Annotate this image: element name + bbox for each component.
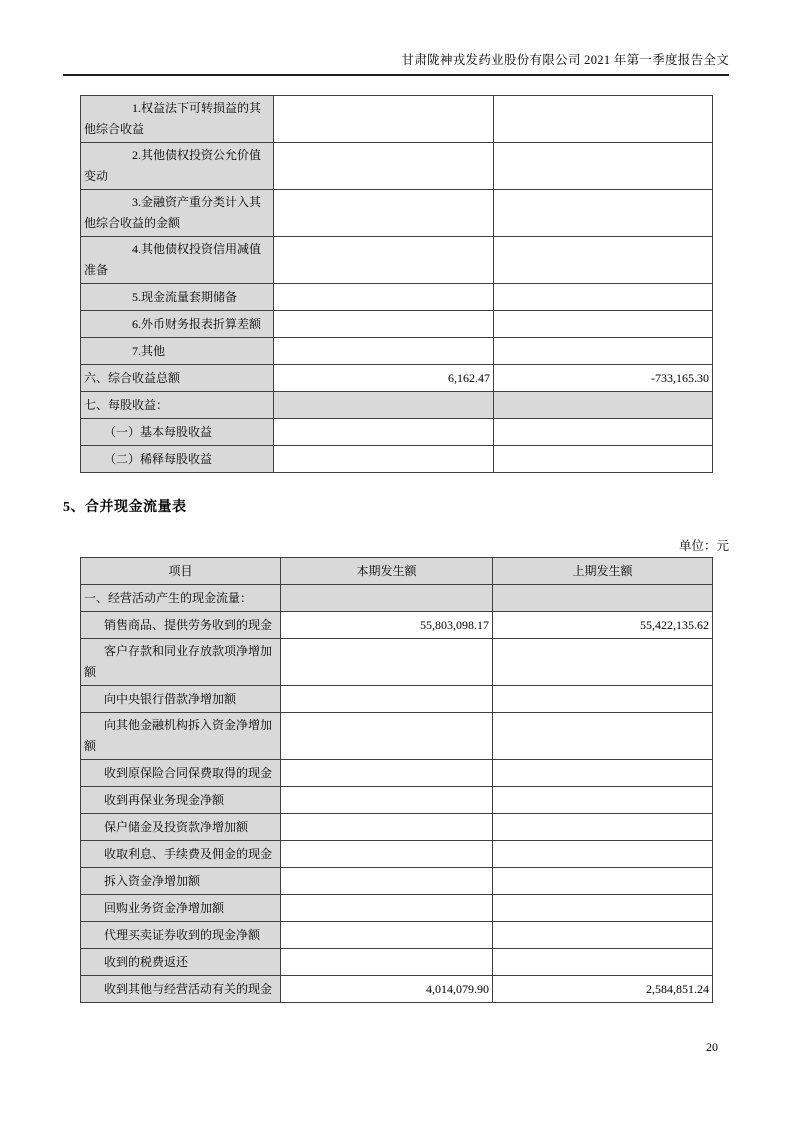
prior-period-value-cell (493, 922, 713, 949)
column-header-prior-period: 上期发生额 (493, 558, 713, 585)
prior-period-value-cell (493, 841, 713, 868)
table-row (81, 976, 713, 1003)
prior-period-value-cell (493, 713, 713, 760)
row-label-cell: 代理买卖证券收到的现金净额 (81, 922, 281, 949)
prior-period-value-cell (494, 284, 713, 311)
unit-label: 单位：元 (678, 539, 729, 553)
current-period-value-cell (274, 392, 494, 419)
row-label-cell: 收到的税费返还 (81, 949, 281, 976)
row-label-cell: 拆入资金净增加额 (81, 868, 281, 895)
row-label-cell: 收到其他与经营活动有关的现金 (81, 976, 281, 1003)
table-row (81, 585, 713, 612)
prior-period-value-cell (494, 190, 713, 237)
current-period-value-cell (274, 446, 494, 473)
prior-period-value-cell (494, 338, 713, 365)
current-period-value-cell (281, 713, 493, 760)
table-row (81, 446, 713, 473)
report-header-title: 甘肃陇神戎发药业股份有限公司 2021 年第一季度报告全文 (401, 53, 729, 67)
table-row (81, 868, 713, 895)
prior-period-value-cell (494, 392, 713, 419)
row-label-cell: 收到原保险合同保费取得的现金 (81, 760, 281, 787)
table-row (81, 311, 713, 338)
current-period-value-cell (274, 284, 494, 311)
table-row (81, 612, 713, 639)
table-row (81, 419, 713, 446)
table-row (81, 392, 713, 419)
current-period-value-cell (281, 922, 493, 949)
table-row (81, 922, 713, 949)
prior-period-value-cell (493, 949, 713, 976)
prior-period-value-cell (493, 787, 713, 814)
prior-period-value-cell: -733,165.30 (494, 365, 713, 392)
row-label-cell: 一、经营活动产生的现金流量： (81, 585, 281, 612)
prior-period-value-cell (494, 419, 713, 446)
table-row (81, 949, 713, 976)
column-header-current-period: 本期发生额 (281, 558, 493, 585)
table-row (81, 284, 713, 311)
row-label-cell: 收取利息、手续费及佣金的现金 (81, 841, 281, 868)
row-label-cell: 6.外币财务报表折算差额 (81, 311, 274, 338)
prior-period-value-cell (494, 96, 713, 143)
current-period-value-cell (281, 787, 493, 814)
prior-period-value-cell (494, 237, 713, 284)
current-period-value-cell (274, 237, 494, 284)
table-row (81, 787, 713, 814)
prior-period-value-cell: 2,584,851.24 (493, 976, 713, 1003)
table-row (81, 895, 713, 922)
row-label-cell: 4.其他债权投资信用减值准备 (81, 237, 274, 284)
current-period-value-cell (281, 760, 493, 787)
current-period-value-cell: 55,803,098.17 (281, 612, 493, 639)
table-row (81, 338, 713, 365)
table-row (81, 686, 713, 713)
row-label-cell: 向中央银行借款净增加额 (81, 686, 281, 713)
cashflow-table (80, 557, 713, 1003)
prior-period-value-cell (493, 686, 713, 713)
current-period-value-cell (281, 841, 493, 868)
prior-period-value-cell (494, 311, 713, 338)
current-period-value-cell (281, 814, 493, 841)
current-period-value-cell (274, 338, 494, 365)
row-label-cell: 3.金融资产重分类计入其他综合收益的金额 (81, 190, 274, 237)
current-period-value-cell (274, 190, 494, 237)
header-rule (63, 74, 729, 76)
comprehensive-income-table-body (81, 96, 713, 473)
table-row (81, 190, 713, 237)
row-label-cell: 收到再保业务现金净额 (81, 787, 281, 814)
table-row (81, 760, 713, 787)
section-title: 5、合并现金流量表 (63, 500, 187, 515)
prior-period-value-cell (493, 868, 713, 895)
table-row (81, 841, 713, 868)
current-period-value-cell (281, 686, 493, 713)
current-period-value-cell (281, 868, 493, 895)
row-label-cell: 回购业务资金净增加额 (81, 895, 281, 922)
table-row (81, 814, 713, 841)
row-label-cell: 向其他金融机构拆入资金净增加额 (81, 713, 281, 760)
current-period-value-cell (281, 949, 493, 976)
table-row (81, 237, 713, 284)
current-period-value-cell (274, 96, 494, 143)
table-row (81, 365, 713, 392)
comprehensive-income-table (80, 95, 713, 473)
row-label-cell: 七、每股收益： (81, 392, 274, 419)
row-label-cell: 7.其他 (81, 338, 274, 365)
prior-period-value-cell (493, 814, 713, 841)
current-period-value-cell (274, 143, 494, 190)
row-label-cell: 5.现金流量套期储备 (81, 284, 274, 311)
prior-period-value-cell (493, 760, 713, 787)
cashflow-header-row (81, 558, 713, 585)
current-period-value-cell (281, 639, 493, 686)
current-period-value-cell: 4,014,079.90 (281, 976, 493, 1003)
row-label-cell: 保户储金及投资款净增加额 (81, 814, 281, 841)
current-period-value-cell (274, 419, 494, 446)
row-label-cell: 六、综合收益总额 (81, 365, 274, 392)
prior-period-value-cell: 55,422,135.62 (493, 612, 713, 639)
row-label-cell: 客户存款和同业存放款项净增加额 (81, 639, 281, 686)
row-label-cell: 销售商品、提供劳务收到的现金 (81, 612, 281, 639)
current-period-value-cell (281, 895, 493, 922)
table-row (81, 713, 713, 760)
prior-period-value-cell (493, 585, 713, 612)
table-row (81, 143, 713, 190)
row-label-cell: 2.其他债权投资公允价值变动 (81, 143, 274, 190)
current-period-value-cell (274, 311, 494, 338)
column-header-item: 项目 (81, 558, 281, 585)
prior-period-value-cell (494, 446, 713, 473)
table-row (81, 96, 713, 143)
prior-period-value-cell (493, 895, 713, 922)
page-number: 20 (706, 1040, 718, 1054)
prior-period-value-cell (494, 143, 713, 190)
row-label-cell: （一）基本每股收益 (81, 419, 274, 446)
current-period-value-cell: 6,162.47 (274, 365, 494, 392)
row-label-cell: （二）稀释每股收益 (81, 446, 274, 473)
prior-period-value-cell (493, 639, 713, 686)
cashflow-table-body (81, 585, 713, 1003)
current-period-value-cell (281, 585, 493, 612)
table-row (81, 639, 713, 686)
row-label-cell: 1.权益法下可转损益的其他综合收益 (81, 96, 274, 143)
